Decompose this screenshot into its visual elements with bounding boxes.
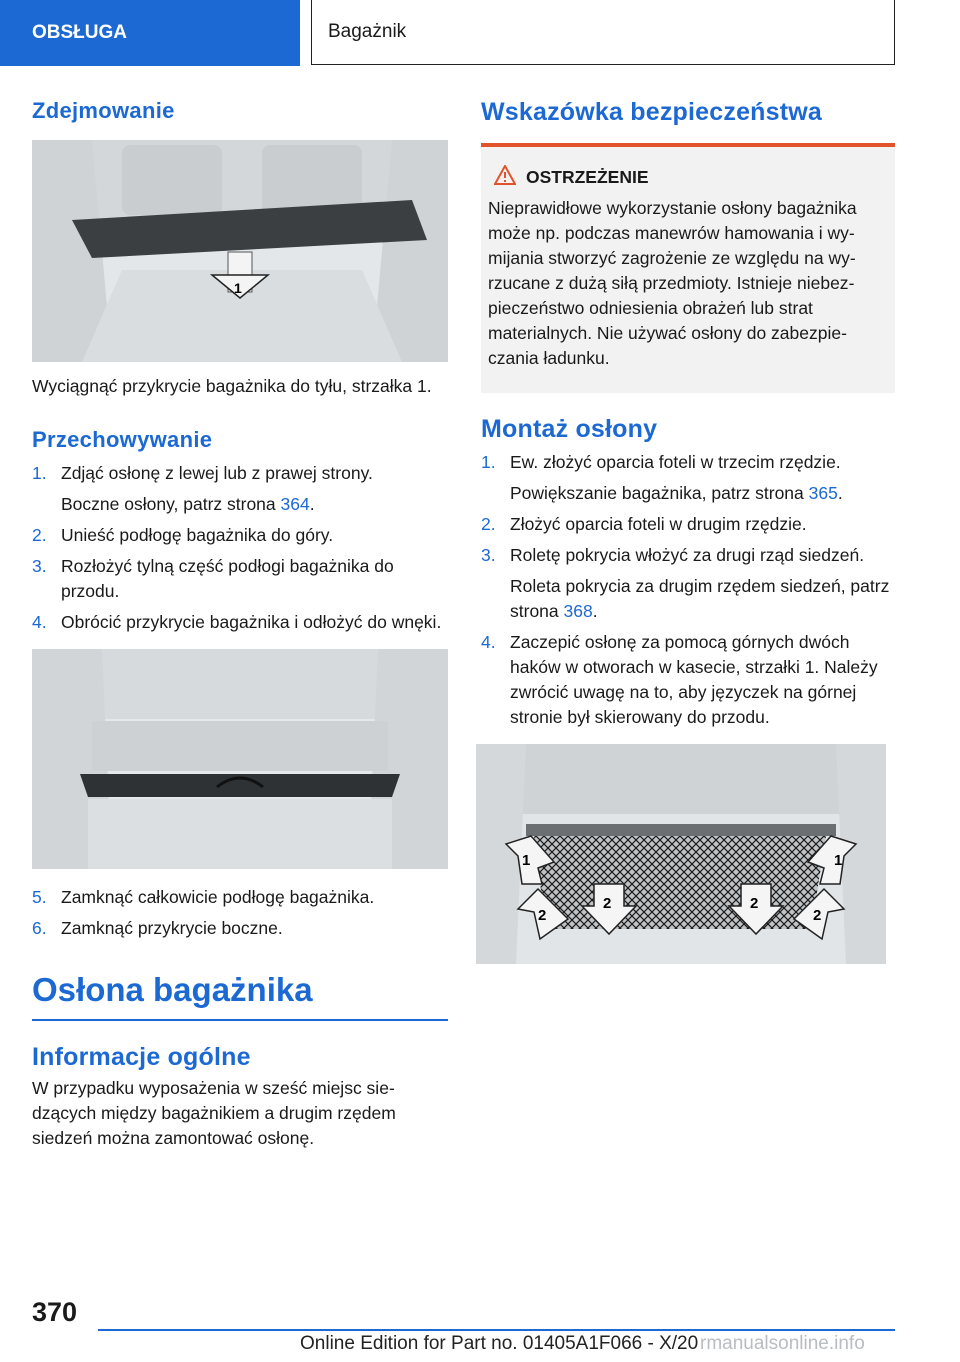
- safety-heading: Wskazówka bezpieczeństwa: [481, 98, 823, 126]
- list-item: [481, 450, 895, 475]
- header-section-label: OBSŁUGA: [32, 22, 127, 43]
- step-text: Unieść podłogę bagażnika do góry.: [61, 525, 334, 545]
- header-topic: [311, 0, 895, 65]
- mount-steps-cont: [481, 512, 895, 568]
- right-column: [481, 98, 895, 964]
- step-text: Roletę pokrycia włożyć za drugi rząd siedzeń.: [510, 545, 865, 565]
- step-text: Złożyć oparcia foteli w drugim rzędzie.: [510, 514, 807, 534]
- left-column: [32, 98, 448, 1151]
- trunk-cover-removal-illustration: [32, 140, 448, 362]
- footer-edition: Online Edition for Part no. 01405A1F066 - X/20: [300, 1333, 699, 1354]
- list-item: [32, 916, 448, 941]
- warning-title-text: OSTRZEŻENIE: [526, 167, 649, 187]
- figure3-label: 2: [538, 907, 547, 924]
- step-number: 4.: [32, 612, 47, 632]
- mount-step3-note: Roleta pokrycia za drugim rzędem siedzeń, patrz strona 368.: [510, 576, 890, 621]
- warning-triangle-icon: [494, 165, 516, 190]
- step-text: Zaczepić osłonę za pomocą górnych dwóch haków w otworach w kasecie, strzałki 1. Należy zwrócić uwagę na to, aby języczek na górnej stronie był skierowany do przodu.: [510, 632, 878, 727]
- figure3-label: 1: [522, 852, 531, 869]
- removal-heading: Zdejmowanie: [32, 98, 175, 123]
- list-item: [481, 630, 895, 730]
- header-section-tab: [0, 0, 300, 66]
- warning-title: [488, 165, 888, 190]
- figure3-label: 1: [834, 852, 843, 869]
- general-info-text: W przypadku wyposażenia w sześć miejsc siedzących między bagażnikiem a drugim rzędem siedzeń można zamontować osłonę.: [32, 1078, 396, 1148]
- general-info-heading: Informacje ogólne: [32, 1043, 251, 1071]
- warning-box: [481, 147, 895, 393]
- trunk-cover-storage-illustration: [32, 649, 448, 869]
- step-number: 2.: [32, 525, 47, 545]
- list-item: [481, 512, 895, 537]
- trunk-net-mount-image: [476, 744, 886, 964]
- watermark: rmanualsonline.info: [700, 1333, 865, 1354]
- page-link-364[interactable]: 364: [280, 494, 310, 514]
- step1-note: Boczne osłony, patrz strona 364.: [61, 494, 315, 514]
- storage-steps-cont: [32, 523, 448, 635]
- mount-step1-note-text: Powiększanie bagażnika, patrz strona: [510, 483, 804, 503]
- mount-steps: [481, 450, 895, 475]
- mount-step3-note-text: Roleta pokrycia za drugim rzędem siedzeń, patrz strona: [510, 576, 890, 621]
- list-item: [481, 543, 895, 568]
- chapter-divider: [32, 1019, 448, 1021]
- step-number: 1.: [32, 463, 47, 483]
- figure1-arrow-label: 1: [234, 280, 242, 296]
- step-number: 1.: [481, 452, 496, 472]
- warning-text: Nieprawidłowe wykorzystanie osłony bagażnika może np. podczas manewrów hamowania i wymijania stworzyć zagrożenie ze względu na wyrzucane z dużą siłą przedmioty. Istnieje niebezpieczeństwo odniesienia obrażeń lub strat materialnych. Nie używać osłony do zabezpieczania ładunku.: [488, 198, 857, 368]
- footer-divider: [98, 1329, 895, 1331]
- header-topic-label: Bagażnik: [328, 21, 407, 42]
- step-text: Zdjąć osłonę z lewej lub z prawej strony.: [61, 463, 373, 483]
- page-number: 370: [32, 1297, 78, 1327]
- list-item: [32, 610, 448, 635]
- mount-steps-final: [481, 630, 895, 730]
- chapter-title: Osłona bagażnika: [32, 971, 313, 1008]
- step-text: Rozłożyć tylną część podłogi bagażnika do przodu.: [61, 556, 394, 601]
- storage-steps-final: [32, 885, 448, 941]
- trunk-cover-storage-image: [32, 649, 448, 869]
- storage-steps: [32, 461, 448, 486]
- list-item: [32, 554, 448, 604]
- removal-caption: Wyciągnąć przykrycie bagażnika do tyłu, strzałka 1.: [32, 376, 432, 396]
- mount-step1-note: Powiększanie bagażnika, patrz strona 365.: [510, 483, 843, 503]
- step-text: Zamknąć przykrycie boczne.: [61, 918, 283, 938]
- step-text: Obrócić przykrycie bagażnika i odłożyć do wnęki.: [61, 612, 442, 632]
- step-number: 3.: [481, 545, 496, 565]
- step-text: Zamknąć całkowicie podłogę bagażnika.: [61, 887, 375, 907]
- step-number: 5.: [32, 887, 47, 907]
- list-item: [32, 885, 448, 910]
- step-number: 4.: [481, 632, 496, 652]
- page-link-365[interactable]: 365: [808, 483, 838, 503]
- step-number: 3.: [32, 556, 47, 576]
- mount-heading: Montaż osłony: [481, 415, 658, 443]
- step1-note-text: Boczne osłony, patrz strona: [61, 494, 276, 514]
- figure3-label: 2: [813, 907, 822, 924]
- step-number: 6.: [32, 918, 47, 938]
- storage-heading: Przechowywanie: [32, 427, 213, 452]
- step-number: 2.: [481, 514, 496, 534]
- trunk-cover-removal-image: [32, 140, 448, 362]
- list-item: [32, 461, 448, 486]
- figure3-label: 2: [750, 895, 759, 912]
- figure3-label: 2: [603, 895, 612, 912]
- page-link-368[interactable]: 368: [563, 601, 593, 621]
- list-item: [32, 523, 448, 548]
- trunk-net-mount-illustration: [476, 744, 886, 964]
- step-text: Ew. złożyć oparcia foteli w trzecim rzędzie.: [510, 452, 841, 472]
